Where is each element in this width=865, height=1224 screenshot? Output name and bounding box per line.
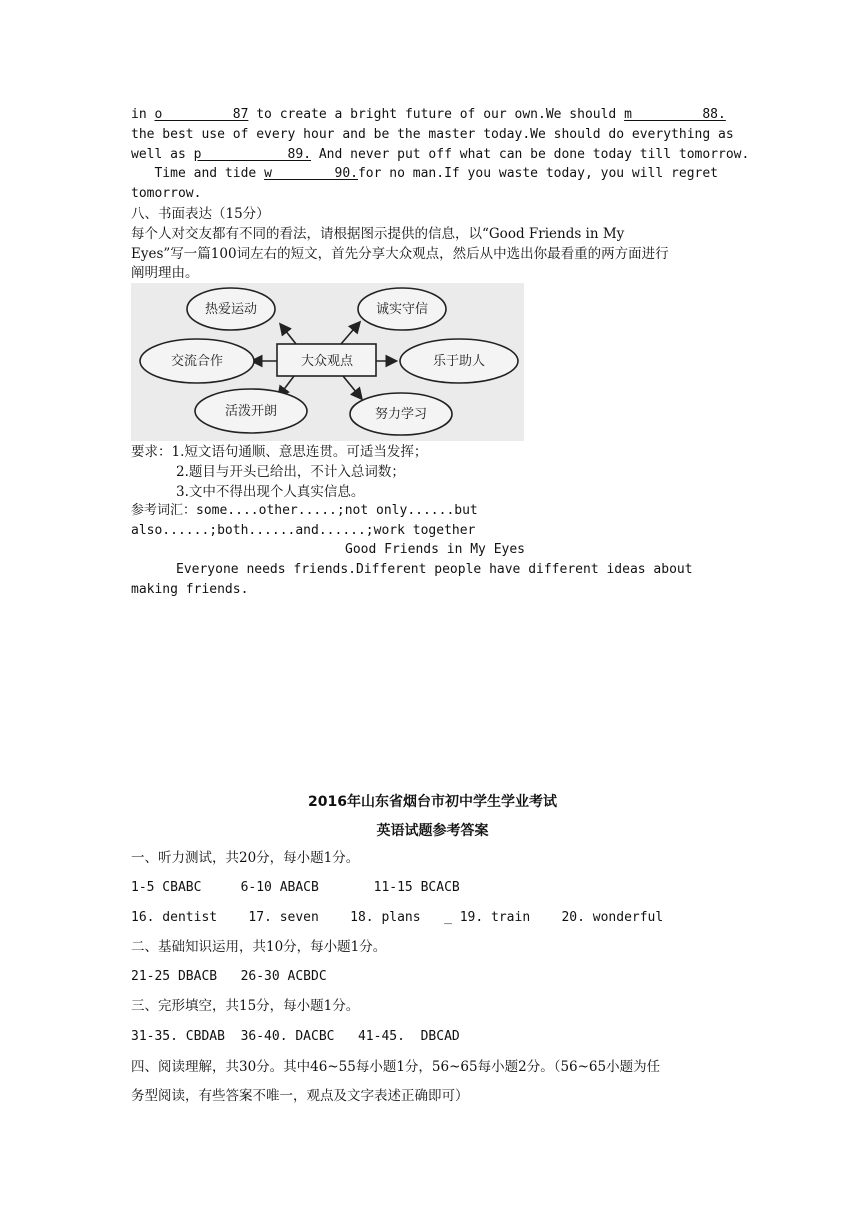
answers-section-2: 二、基础知识运用，共10分，每小题1分。 <box>131 939 387 955</box>
essay-title: Good Friends in My Eyes <box>345 542 526 557</box>
answers-section-3-row: 31-35. CBDAB 36-40. DACBC 41-45. DBCAD <box>131 1029 460 1044</box>
passage-line-4 <box>131 165 718 183</box>
text: for no man.If you waste today, you will regret <box>357 166 719 181</box>
answers-section-3: 三、完形填空，共15分，每小题1分。 <box>131 998 360 1014</box>
text: Time and tide <box>131 166 265 181</box>
prompt-line-3: 阐明理由。 <box>131 265 199 281</box>
essay-line-1: Everyone needs friends.Different people have different ideas about <box>176 562 693 577</box>
text: well as <box>131 147 194 162</box>
answers-section-4-line-1: 四、阅读理解，共30分。其中46~55每小题1分，56~65每小题2分。（56~65小题为任 <box>131 1059 661 1075</box>
answers-section-4-line-2: 务型阅读，有些答案不唯一，观点及文字表述正确即可） <box>131 1088 469 1104</box>
node-label-cooperation: 交流合作 <box>170 354 224 369</box>
section-heading: 八、书面表达（15分） <box>131 206 270 222</box>
arrow-to-honesty <box>341 323 359 344</box>
answers-title: 2016年山东省烟台市初中学生学业考试 <box>308 794 557 810</box>
answers-subtitle: 英语试题参考答案 <box>376 823 489 839</box>
node-label-study: 努力学习 <box>374 407 428 422</box>
passage-line-1 <box>131 106 726 124</box>
blank-87: o 87 <box>154 107 249 122</box>
answers-section-2-row: 21-25 DBACB 26-30 ACBDC <box>131 969 327 984</box>
prompt-line-2: Eyes”写一篇100词左右的短文，首先分享大众观点，然后从中选出你最看重的两方面进行 <box>131 246 669 262</box>
arrow-to-study <box>343 376 361 398</box>
passage-line-3 <box>131 146 749 164</box>
blank-90: w 90. <box>264 166 358 181</box>
passage-line-5: tomorrow. <box>131 186 202 201</box>
node-label-sports: 热爱运动 <box>204 302 258 317</box>
vocab-line-1: 参考词汇：some....other.....;not only......but <box>131 503 478 518</box>
blank-89: p 89. <box>193 147 312 162</box>
prompt-line-1: 每个人对交友都有不同的看法，请根据图示提供的信息，以“Good Friends in My <box>131 226 625 242</box>
requirement-3: 3.文中不得出现个人真实信息。 <box>176 484 365 500</box>
text: to create a bright future of our own.We should <box>248 107 625 122</box>
essay-line-2: making friends. <box>131 582 249 597</box>
node-label-helpful: 乐于助人 <box>432 354 486 369</box>
text: And never put off what can be done today till tomorrow. <box>311 147 750 162</box>
requirement-2: 2.题目与开头已给出，不计入总词数； <box>176 464 405 480</box>
passage-line-2: the best use of every hour and be the master today.We should do everything as <box>131 127 734 142</box>
vocab-line-2: also......;both......and......;work together <box>131 523 476 538</box>
node-label-honesty: 诚实守信 <box>375 302 429 317</box>
answers-section-1-row-1: 1-5 CBABC 6-10 ABACB 11-15 BCACB <box>131 880 460 895</box>
answers-section-1: 一、听力测试，共20分，每小题1分。 <box>131 850 360 866</box>
answers-section-1-row-2: 16. dentist 17. seven 18. plans _ 19. train 20. wonderful <box>131 910 664 925</box>
arrow-to-sports <box>281 325 296 344</box>
node-label-outgoing: 活泼开朗 <box>224 404 278 419</box>
blank-88: m 88. <box>624 107 726 122</box>
mind-map-diagram <box>131 283 524 441</box>
requirement-1: 要求：1.短文语句通顺、意思连贯。可适当发挥； <box>131 444 428 460</box>
text: in <box>131 107 155 122</box>
center-label: 大众观点 <box>300 354 354 369</box>
